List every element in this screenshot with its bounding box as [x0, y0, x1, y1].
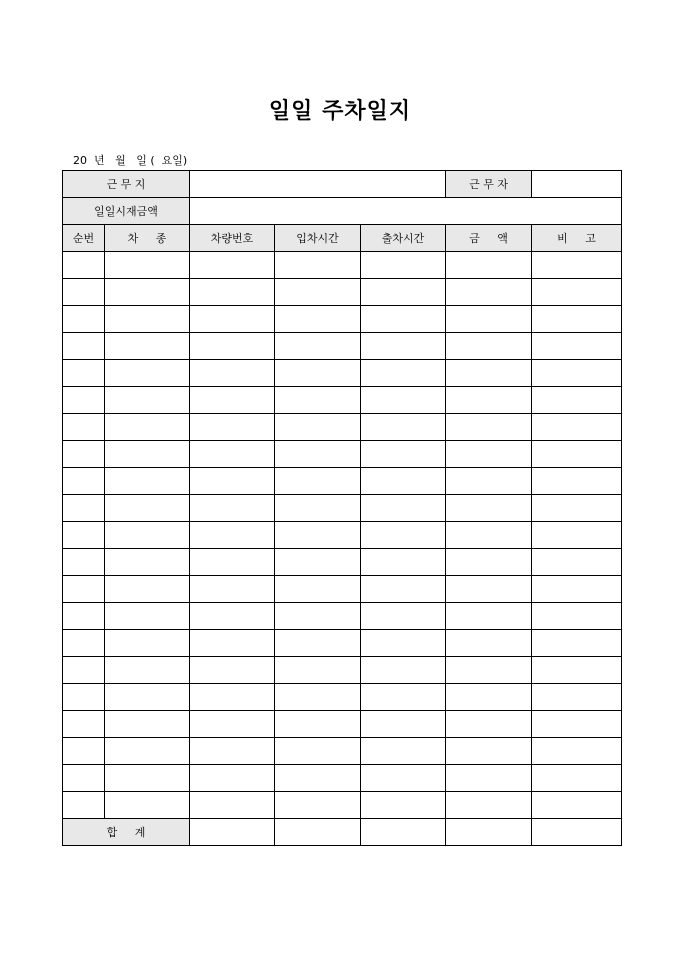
amount-cell[interactable]: [446, 414, 532, 441]
remarks-cell[interactable]: [532, 738, 622, 765]
date-line: 20 년 월 일 ( 요일): [73, 154, 188, 167]
amount-cell[interactable]: [446, 387, 532, 414]
exit-time-cell[interactable]: [361, 792, 446, 819]
car-type-cell[interactable]: [105, 576, 190, 603]
entry-time-cell[interactable]: [275, 414, 361, 441]
log-entry-row: [63, 252, 622, 279]
log-entry-row: [63, 360, 622, 387]
amount-cell[interactable]: [446, 441, 532, 468]
plate-cell[interactable]: [190, 792, 275, 819]
plate-cell[interactable]: [190, 576, 275, 603]
plate-cell[interactable]: [190, 549, 275, 576]
total-cell[interactable]: [361, 819, 446, 846]
car-type-cell[interactable]: [105, 360, 190, 387]
exit-time-cell[interactable]: [361, 360, 446, 387]
log-entry-row: [63, 765, 622, 792]
col-header-seq: 순번: [63, 225, 105, 252]
col-header-entry-time: 입차시간: [275, 225, 361, 252]
seq-cell[interactable]: [63, 603, 105, 630]
exit-time-cell[interactable]: [361, 603, 446, 630]
exit-time-cell[interactable]: [361, 657, 446, 684]
col-header-plate: 차량번호: [190, 225, 275, 252]
remarks-cell[interactable]: [532, 495, 622, 522]
plate-cell[interactable]: [190, 603, 275, 630]
exit-time-cell[interactable]: [361, 333, 446, 360]
total-cell[interactable]: [532, 819, 622, 846]
remarks-cell[interactable]: [532, 792, 622, 819]
log-entry-row: [63, 333, 622, 360]
remarks-cell[interactable]: [532, 765, 622, 792]
log-entry-row: [63, 603, 622, 630]
car-type-cell[interactable]: [105, 684, 190, 711]
car-type-cell[interactable]: [105, 522, 190, 549]
seq-cell[interactable]: [63, 576, 105, 603]
col-header-amount: 금 액: [446, 225, 532, 252]
exit-time-cell[interactable]: [361, 306, 446, 333]
entry-time-cell[interactable]: [275, 630, 361, 657]
car-type-cell[interactable]: [105, 792, 190, 819]
plate-cell[interactable]: [190, 414, 275, 441]
log-entry-row: [63, 522, 622, 549]
amount-cell[interactable]: [446, 684, 532, 711]
entry-time-cell[interactable]: [275, 441, 361, 468]
seq-cell[interactable]: [63, 333, 105, 360]
plate-cell[interactable]: [190, 441, 275, 468]
exit-time-cell[interactable]: [361, 549, 446, 576]
entry-time-cell[interactable]: [275, 738, 361, 765]
entry-time-cell[interactable]: [275, 765, 361, 792]
cash-label: 일일시재금액: [63, 198, 190, 225]
exit-time-cell[interactable]: [361, 495, 446, 522]
seq-cell[interactable]: [63, 711, 105, 738]
log-entry-row: [63, 279, 622, 306]
log-entry-row: [63, 414, 622, 441]
plate-cell[interactable]: [190, 630, 275, 657]
remarks-cell[interactable]: [532, 468, 622, 495]
log-entry-row: [63, 387, 622, 414]
log-entry-row: [63, 792, 622, 819]
remarks-cell[interactable]: [532, 630, 622, 657]
amount-cell[interactable]: [446, 333, 532, 360]
plate-cell[interactable]: [190, 522, 275, 549]
car-type-cell[interactable]: [105, 387, 190, 414]
entry-time-cell[interactable]: [275, 603, 361, 630]
exit-time-cell[interactable]: [361, 252, 446, 279]
seq-cell[interactable]: [63, 360, 105, 387]
car-type-cell[interactable]: [105, 765, 190, 792]
seq-cell[interactable]: [63, 441, 105, 468]
remarks-cell[interactable]: [532, 414, 622, 441]
seq-cell[interactable]: [63, 630, 105, 657]
car-type-cell[interactable]: [105, 333, 190, 360]
car-type-cell[interactable]: [105, 441, 190, 468]
plate-cell[interactable]: [190, 387, 275, 414]
seq-cell[interactable]: [63, 306, 105, 333]
workplace-row: [63, 171, 622, 198]
seq-cell[interactable]: [63, 387, 105, 414]
remarks-cell[interactable]: [532, 657, 622, 684]
car-type-cell[interactable]: [105, 495, 190, 522]
remarks-cell[interactable]: [532, 522, 622, 549]
plate-cell[interactable]: [190, 279, 275, 306]
exit-time-cell[interactable]: [361, 765, 446, 792]
remarks-cell[interactable]: [532, 603, 622, 630]
car-type-cell[interactable]: [105, 711, 190, 738]
total-cell[interactable]: [275, 819, 361, 846]
amount-cell[interactable]: [446, 522, 532, 549]
entry-time-cell[interactable]: [275, 387, 361, 414]
seq-cell[interactable]: [63, 792, 105, 819]
parking-log-table: [62, 170, 622, 846]
entry-time-cell[interactable]: [275, 279, 361, 306]
plate-cell[interactable]: [190, 738, 275, 765]
amount-cell[interactable]: [446, 765, 532, 792]
entry-time-cell[interactable]: [275, 495, 361, 522]
remarks-cell[interactable]: [532, 360, 622, 387]
entry-time-cell[interactable]: [275, 684, 361, 711]
seq-cell[interactable]: [63, 495, 105, 522]
exit-time-cell[interactable]: [361, 414, 446, 441]
seq-cell[interactable]: [63, 549, 105, 576]
remarks-cell[interactable]: [532, 441, 622, 468]
plate-cell[interactable]: [190, 333, 275, 360]
amount-cell[interactable]: [446, 495, 532, 522]
car-type-cell[interactable]: [105, 252, 190, 279]
exit-time-cell[interactable]: [361, 468, 446, 495]
entry-time-cell[interactable]: [275, 657, 361, 684]
entry-time-cell[interactable]: [275, 522, 361, 549]
remarks-cell[interactable]: [532, 333, 622, 360]
amount-cell[interactable]: [446, 360, 532, 387]
car-type-cell[interactable]: [105, 738, 190, 765]
exit-time-cell[interactable]: [361, 630, 446, 657]
seq-cell[interactable]: [63, 738, 105, 765]
amount-cell[interactable]: [446, 738, 532, 765]
seq-cell[interactable]: [63, 252, 105, 279]
total-cell[interactable]: [190, 819, 275, 846]
cash-row: [63, 198, 622, 225]
seq-cell[interactable]: [63, 414, 105, 441]
entry-time-cell[interactable]: [275, 252, 361, 279]
amount-cell[interactable]: [446, 252, 532, 279]
log-entry-row: [63, 657, 622, 684]
log-entry-row: [63, 630, 622, 657]
car-type-cell[interactable]: [105, 468, 190, 495]
exit-time-cell[interactable]: [361, 387, 446, 414]
entry-time-cell[interactable]: [275, 792, 361, 819]
exit-time-cell[interactable]: [361, 711, 446, 738]
entry-time-cell[interactable]: [275, 549, 361, 576]
plate-cell[interactable]: [190, 360, 275, 387]
car-type-cell[interactable]: [105, 630, 190, 657]
plate-cell[interactable]: [190, 252, 275, 279]
log-entry-row: [63, 306, 622, 333]
log-entry-row: [63, 576, 622, 603]
car-type-cell[interactable]: [105, 414, 190, 441]
entry-time-cell[interactable]: [275, 576, 361, 603]
plate-cell[interactable]: [190, 684, 275, 711]
remarks-cell[interactable]: [532, 549, 622, 576]
remarks-cell[interactable]: [532, 252, 622, 279]
entry-time-cell[interactable]: [275, 711, 361, 738]
entry-time-cell[interactable]: [275, 468, 361, 495]
amount-cell[interactable]: [446, 792, 532, 819]
log-entry-row: [63, 738, 622, 765]
exit-time-cell[interactable]: [361, 576, 446, 603]
seq-cell[interactable]: [63, 657, 105, 684]
plate-cell[interactable]: [190, 495, 275, 522]
remarks-cell[interactable]: [532, 684, 622, 711]
total-cell[interactable]: [446, 819, 532, 846]
workplace-field[interactable]: [190, 171, 446, 198]
remarks-cell[interactable]: [532, 279, 622, 306]
exit-time-cell[interactable]: [361, 684, 446, 711]
amount-cell[interactable]: [446, 630, 532, 657]
entry-time-cell[interactable]: [275, 333, 361, 360]
amount-cell[interactable]: [446, 603, 532, 630]
log-entry-row: [63, 549, 622, 576]
seq-cell[interactable]: [63, 468, 105, 495]
col-header-remarks: 비 고: [532, 225, 622, 252]
log-entry-row: [63, 684, 622, 711]
seq-cell[interactable]: [63, 522, 105, 549]
cash-field[interactable]: [190, 198, 622, 225]
worker-label: 근 무 자: [446, 171, 532, 198]
col-header-exit-time: 출차시간: [361, 225, 446, 252]
amount-cell[interactable]: [446, 468, 532, 495]
amount-cell[interactable]: [446, 549, 532, 576]
amount-cell[interactable]: [446, 576, 532, 603]
entry-time-cell[interactable]: [275, 306, 361, 333]
plate-cell[interactable]: [190, 765, 275, 792]
col-header-car-type: 차 종: [105, 225, 190, 252]
car-type-cell[interactable]: [105, 603, 190, 630]
total-label: 합 계: [63, 819, 190, 846]
seq-cell[interactable]: [63, 279, 105, 306]
plate-cell[interactable]: [190, 306, 275, 333]
exit-time-cell[interactable]: [361, 738, 446, 765]
remarks-cell[interactable]: [532, 576, 622, 603]
car-type-cell[interactable]: [105, 549, 190, 576]
plate-cell[interactable]: [190, 657, 275, 684]
seq-cell[interactable]: [63, 765, 105, 792]
plate-cell[interactable]: [190, 468, 275, 495]
workplace-label: 근 무 지: [63, 171, 190, 198]
amount-cell[interactable]: [446, 657, 532, 684]
total-row: [63, 819, 622, 846]
remarks-cell[interactable]: [532, 711, 622, 738]
remarks-cell[interactable]: [532, 306, 622, 333]
exit-time-cell[interactable]: [361, 522, 446, 549]
entry-time-cell[interactable]: [275, 360, 361, 387]
car-type-cell[interactable]: [105, 306, 190, 333]
log-entry-row: [63, 441, 622, 468]
log-entry-row: [63, 495, 622, 522]
page-title: 일일 주차일지: [268, 99, 412, 124]
log-entry-row: [63, 711, 622, 738]
column-header-row: [63, 225, 622, 252]
log-entry-row: [63, 468, 622, 495]
exit-time-cell[interactable]: [361, 279, 446, 306]
worker-field[interactable]: [532, 171, 622, 198]
exit-time-cell[interactable]: [361, 441, 446, 468]
amount-cell[interactable]: [446, 279, 532, 306]
amount-cell[interactable]: [446, 306, 532, 333]
seq-cell[interactable]: [63, 684, 105, 711]
plate-cell[interactable]: [190, 711, 275, 738]
amount-cell[interactable]: [446, 711, 532, 738]
remarks-cell[interactable]: [532, 387, 622, 414]
car-type-cell[interactable]: [105, 657, 190, 684]
car-type-cell[interactable]: [105, 279, 190, 306]
